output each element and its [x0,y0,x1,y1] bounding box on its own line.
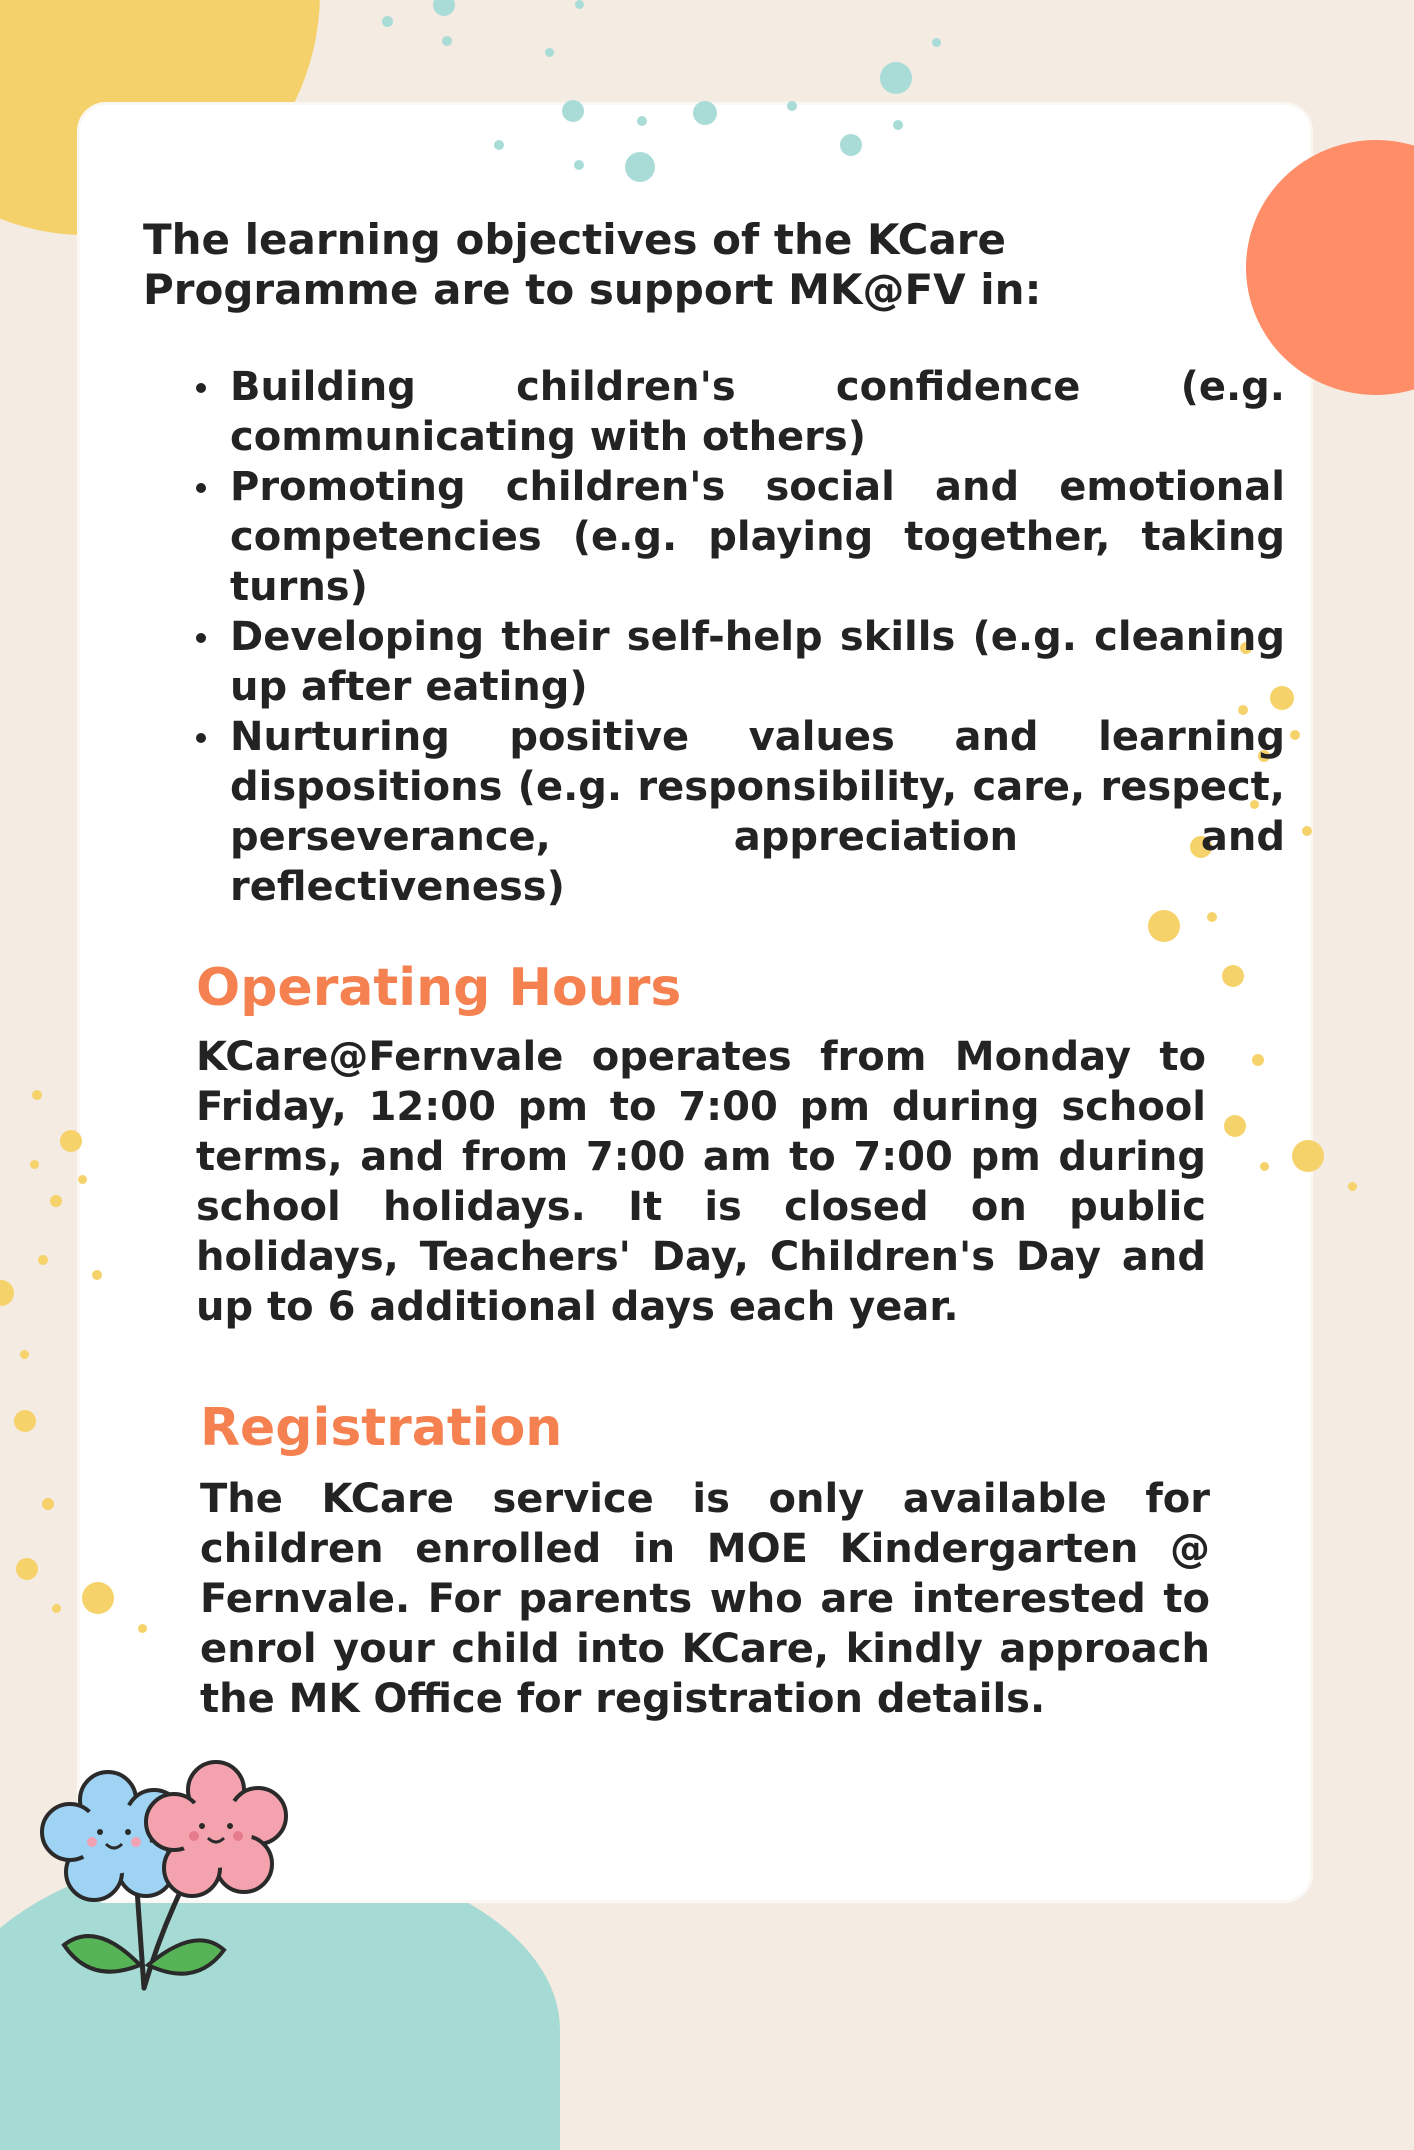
intro-text: The learning objectives of the KCare Programme are to support MK@FV in: [143,215,1042,314]
list-item: Building children's confidence (e.g. communicating with others) [230,364,1285,460]
leaf-icon [64,1936,140,1972]
pink-flower-icon [146,1762,286,1896]
list-item: Promoting children's social and emotional competencies (e.g. playing together, taking turns) [230,464,1285,610]
flowers-illustration [36,1760,296,1992]
list-item: Developing their self-help skills (e.g. cleaning up after eating) [230,614,1285,710]
objectives-list [190,362,1285,912]
registration-text: The KCare service is only available for children enrolled in MOE Kindergarten @ Fernvale. For parents who are interested to enrol your child into KCare, kindly approach the MK Office for registration details. [200,1476,1210,1722]
operating-hours-text: KCare@Fernvale operates from Monday to Friday, 12:00 pm to 7:00 pm during school terms, and from 7:00 am to 7:00 pm during school holidays. It is closed on public holidays, Teachers' Day, Children's Day and up to 6 additional days each year. [196,1034,1206,1330]
registration-heading: Registration [200,1398,563,1458]
operating-hours-heading: Operating Hours [196,958,682,1018]
list-item: Nurturing positive values and learning dispositions (e.g. responsibility, care, respect, perseverance, appreciation and reflectiveness) [230,714,1285,910]
